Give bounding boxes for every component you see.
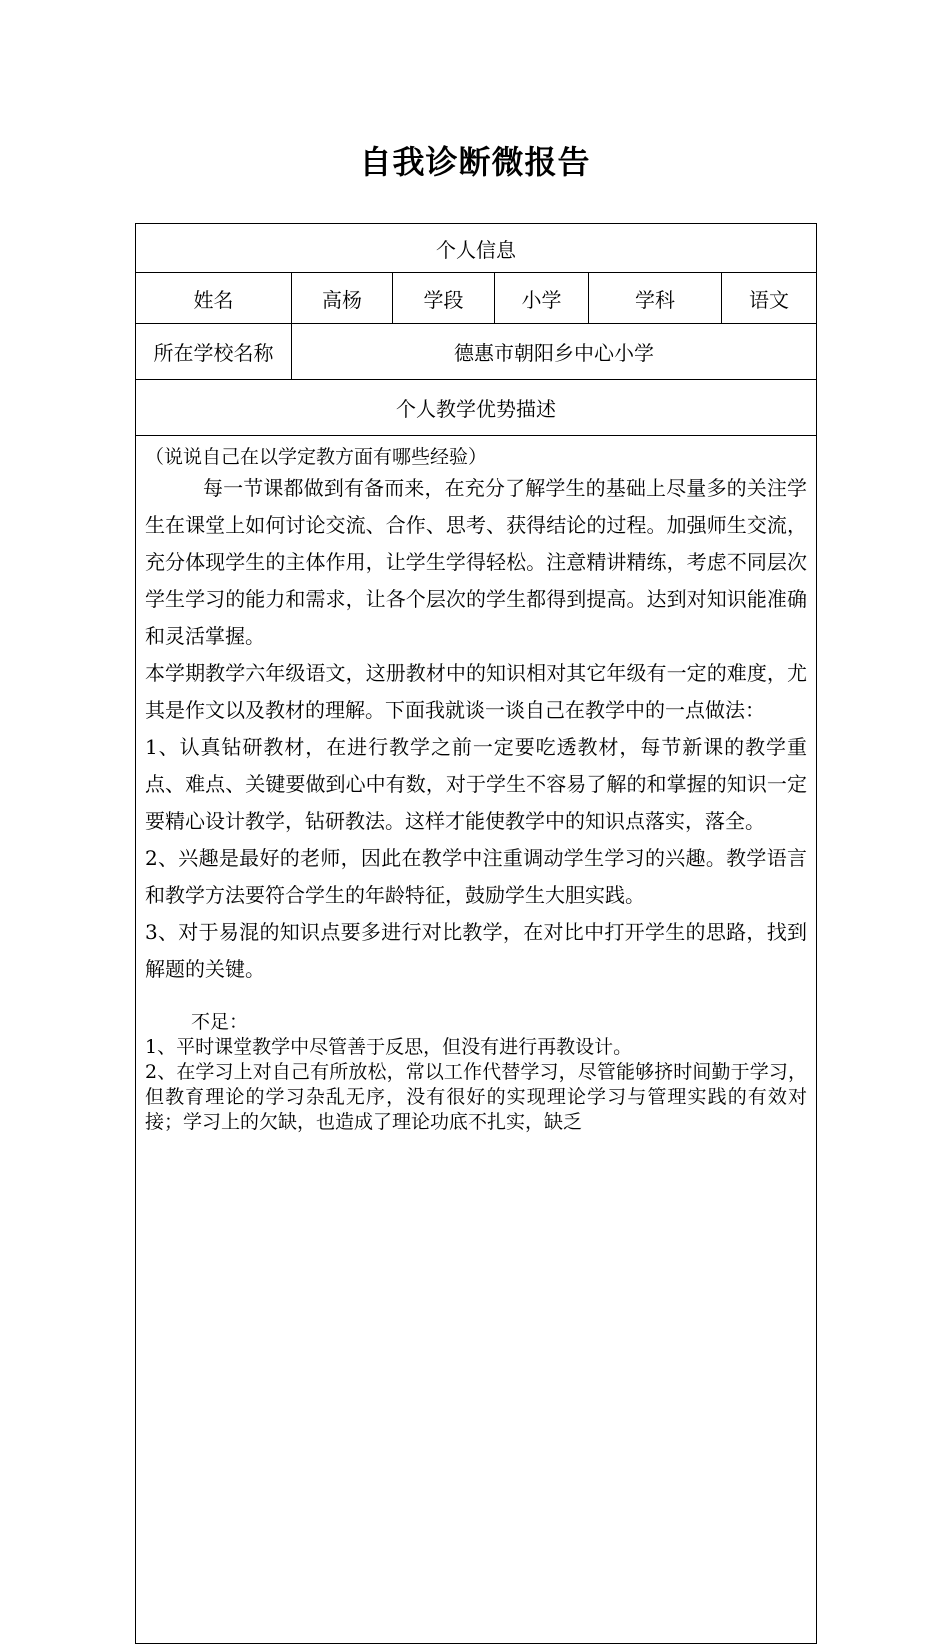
personal-info-row: [136, 273, 817, 324]
advantages-content-row: [136, 436, 817, 1644]
paragraph-spacer: [145, 988, 807, 1010]
school-value: 德惠市朝阳乡中心小学: [292, 324, 817, 380]
advantages-paragraph: 1、认真钻研教材，在进行教学之前一定要吃透教材，每节新课的教学重点、难点、关键要做到心中有数，对于学生不容易了解的和掌握的知识一定要精心设计教学，钻研教法。这样才能使教学中的知识点落实，落全。: [145, 735, 807, 833]
stage-label: 学段: [393, 273, 495, 324]
shortcoming-item: 2、在学习上对自己有所放松，常以工作代替学习，尽管能够挤时间勤于学习，但教育理论的学习杂乱无序，没有很好的实现理论学习与管理实践的有效对接；学习上的欠缺，也造成了理论功底不扎实，缺乏: [145, 1061, 807, 1133]
advantages-paragraph: 每一节课都做到有备而来，在充分了解学生的基础上尽量多的关注学生在课堂上如何讨论交流、合作、思考、获得结论的过程。加强师生交流，充分体现学生的主体作用，让学生学得轻松。注意精讲精练，考虑不同层次学生学习的能力和需求，让各个层次的学生都得到提高。达到对知识能准确和灵活掌握。: [145, 476, 807, 648]
personal-info-header-row: [136, 224, 817, 273]
advantages-paragraph: 本学期教学六年级语文，这册教材中的知识相对其它年级有一定的难度，尤其是作文以及教材的理解。下面我就谈一谈自己在教学中的一点做法：: [145, 661, 807, 722]
name-value: 高杨: [292, 273, 393, 324]
page-title: 自我诊断微报告: [359, 143, 591, 181]
subject-label: 学科: [589, 273, 722, 324]
school-label: 所在学校名称: [136, 324, 292, 380]
stage-value: 小学: [495, 273, 589, 324]
advantages-content: [136, 436, 817, 1644]
name-label: 姓名: [136, 273, 292, 324]
advantages-paragraph: 3、对于易混的知识点要多进行对比教学，在对比中打开学生的思路，找到解题的关键。: [145, 920, 807, 981]
advantages-paragraph: 2、兴趣是最好的老师，因此在教学中注重调动学生学习的兴趣。教学语言和教学方法要符合学生的年龄特征，鼓励学生大胆实践。: [145, 846, 807, 907]
advantages-header: 个人教学优势描述: [136, 380, 817, 436]
personal-info-header: 个人信息: [136, 224, 817, 273]
shortcoming-item: 1、平时课堂教学中尽管善于反思，但没有进行再教设计。: [145, 1036, 633, 1058]
school-row: [136, 324, 817, 380]
advantages-header-row: [136, 380, 817, 436]
report-form-table: [135, 223, 817, 1644]
advantages-prompt: （说说自己在以学定教方面有哪些经验）: [145, 446, 488, 468]
subject-value: 语文: [722, 273, 817, 324]
shortcomings-heading: 不足：: [191, 1011, 249, 1033]
